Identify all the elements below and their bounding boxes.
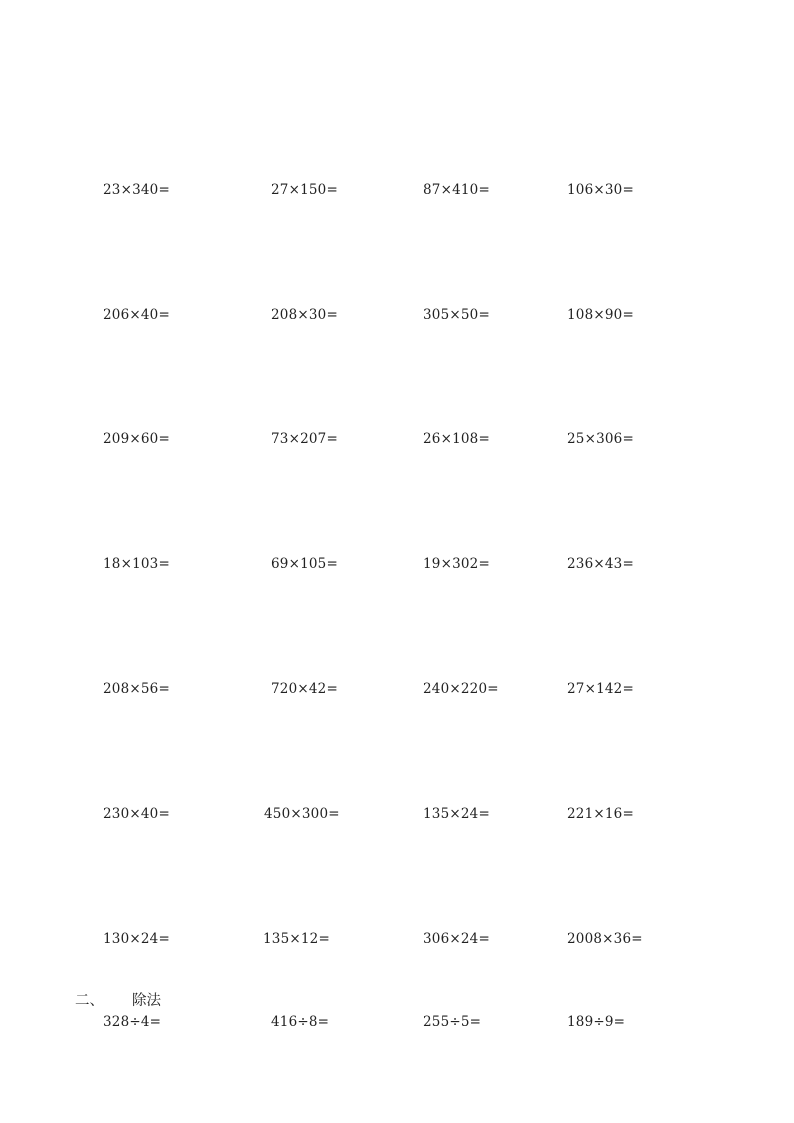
- problem: 209×60=: [103, 431, 170, 447]
- problem: 189÷9=: [567, 1014, 626, 1030]
- problem-row: [0, 804, 794, 824]
- problem: 18×103=: [103, 556, 170, 572]
- problem-row: [0, 554, 794, 574]
- problem: 720×42=: [271, 681, 338, 697]
- problem: 230×40=: [103, 806, 170, 822]
- section-title: 除法: [132, 993, 161, 1009]
- problem: 221×16=: [567, 806, 634, 822]
- problem: 450×300=: [264, 806, 340, 822]
- problem: 26×108=: [423, 431, 490, 447]
- problem: 236×43=: [567, 556, 634, 572]
- problem: 87×410=: [423, 182, 490, 198]
- problem: 25×306=: [567, 431, 634, 447]
- problem: 416÷8=: [271, 1014, 330, 1030]
- problem: 27×142=: [567, 681, 634, 697]
- problem: 255÷5=: [423, 1014, 482, 1030]
- section-number: 二、: [75, 993, 104, 1009]
- problem: 208×56=: [103, 681, 170, 697]
- problem-row: [0, 1012, 794, 1032]
- problem-row: [0, 679, 794, 699]
- problem: 27×150=: [271, 182, 338, 198]
- problem: 106×30=: [567, 182, 634, 198]
- problem: 2008×36=: [567, 931, 643, 947]
- problem: 208×30=: [271, 307, 338, 323]
- division-section-heading: [75, 990, 275, 1012]
- problem: 23×340=: [103, 182, 170, 198]
- problem: 306×24=: [423, 931, 490, 947]
- problem-row: [0, 305, 794, 325]
- problem: 206×40=: [103, 307, 170, 323]
- problem-row: [0, 429, 794, 449]
- problem: 328÷4=: [103, 1014, 162, 1030]
- problem: 130×24=: [103, 931, 170, 947]
- problem: 73×207=: [271, 431, 338, 447]
- problem: 19×302=: [423, 556, 490, 572]
- problem: 240×220=: [423, 681, 499, 697]
- problem: 305×50=: [423, 307, 490, 323]
- problem: 69×105=: [271, 556, 338, 572]
- problem-row: [0, 180, 794, 200]
- problem: 135×24=: [423, 806, 490, 822]
- problem: 108×90=: [567, 307, 634, 323]
- problem: 135×12=: [263, 931, 330, 947]
- problem-row: [0, 929, 794, 949]
